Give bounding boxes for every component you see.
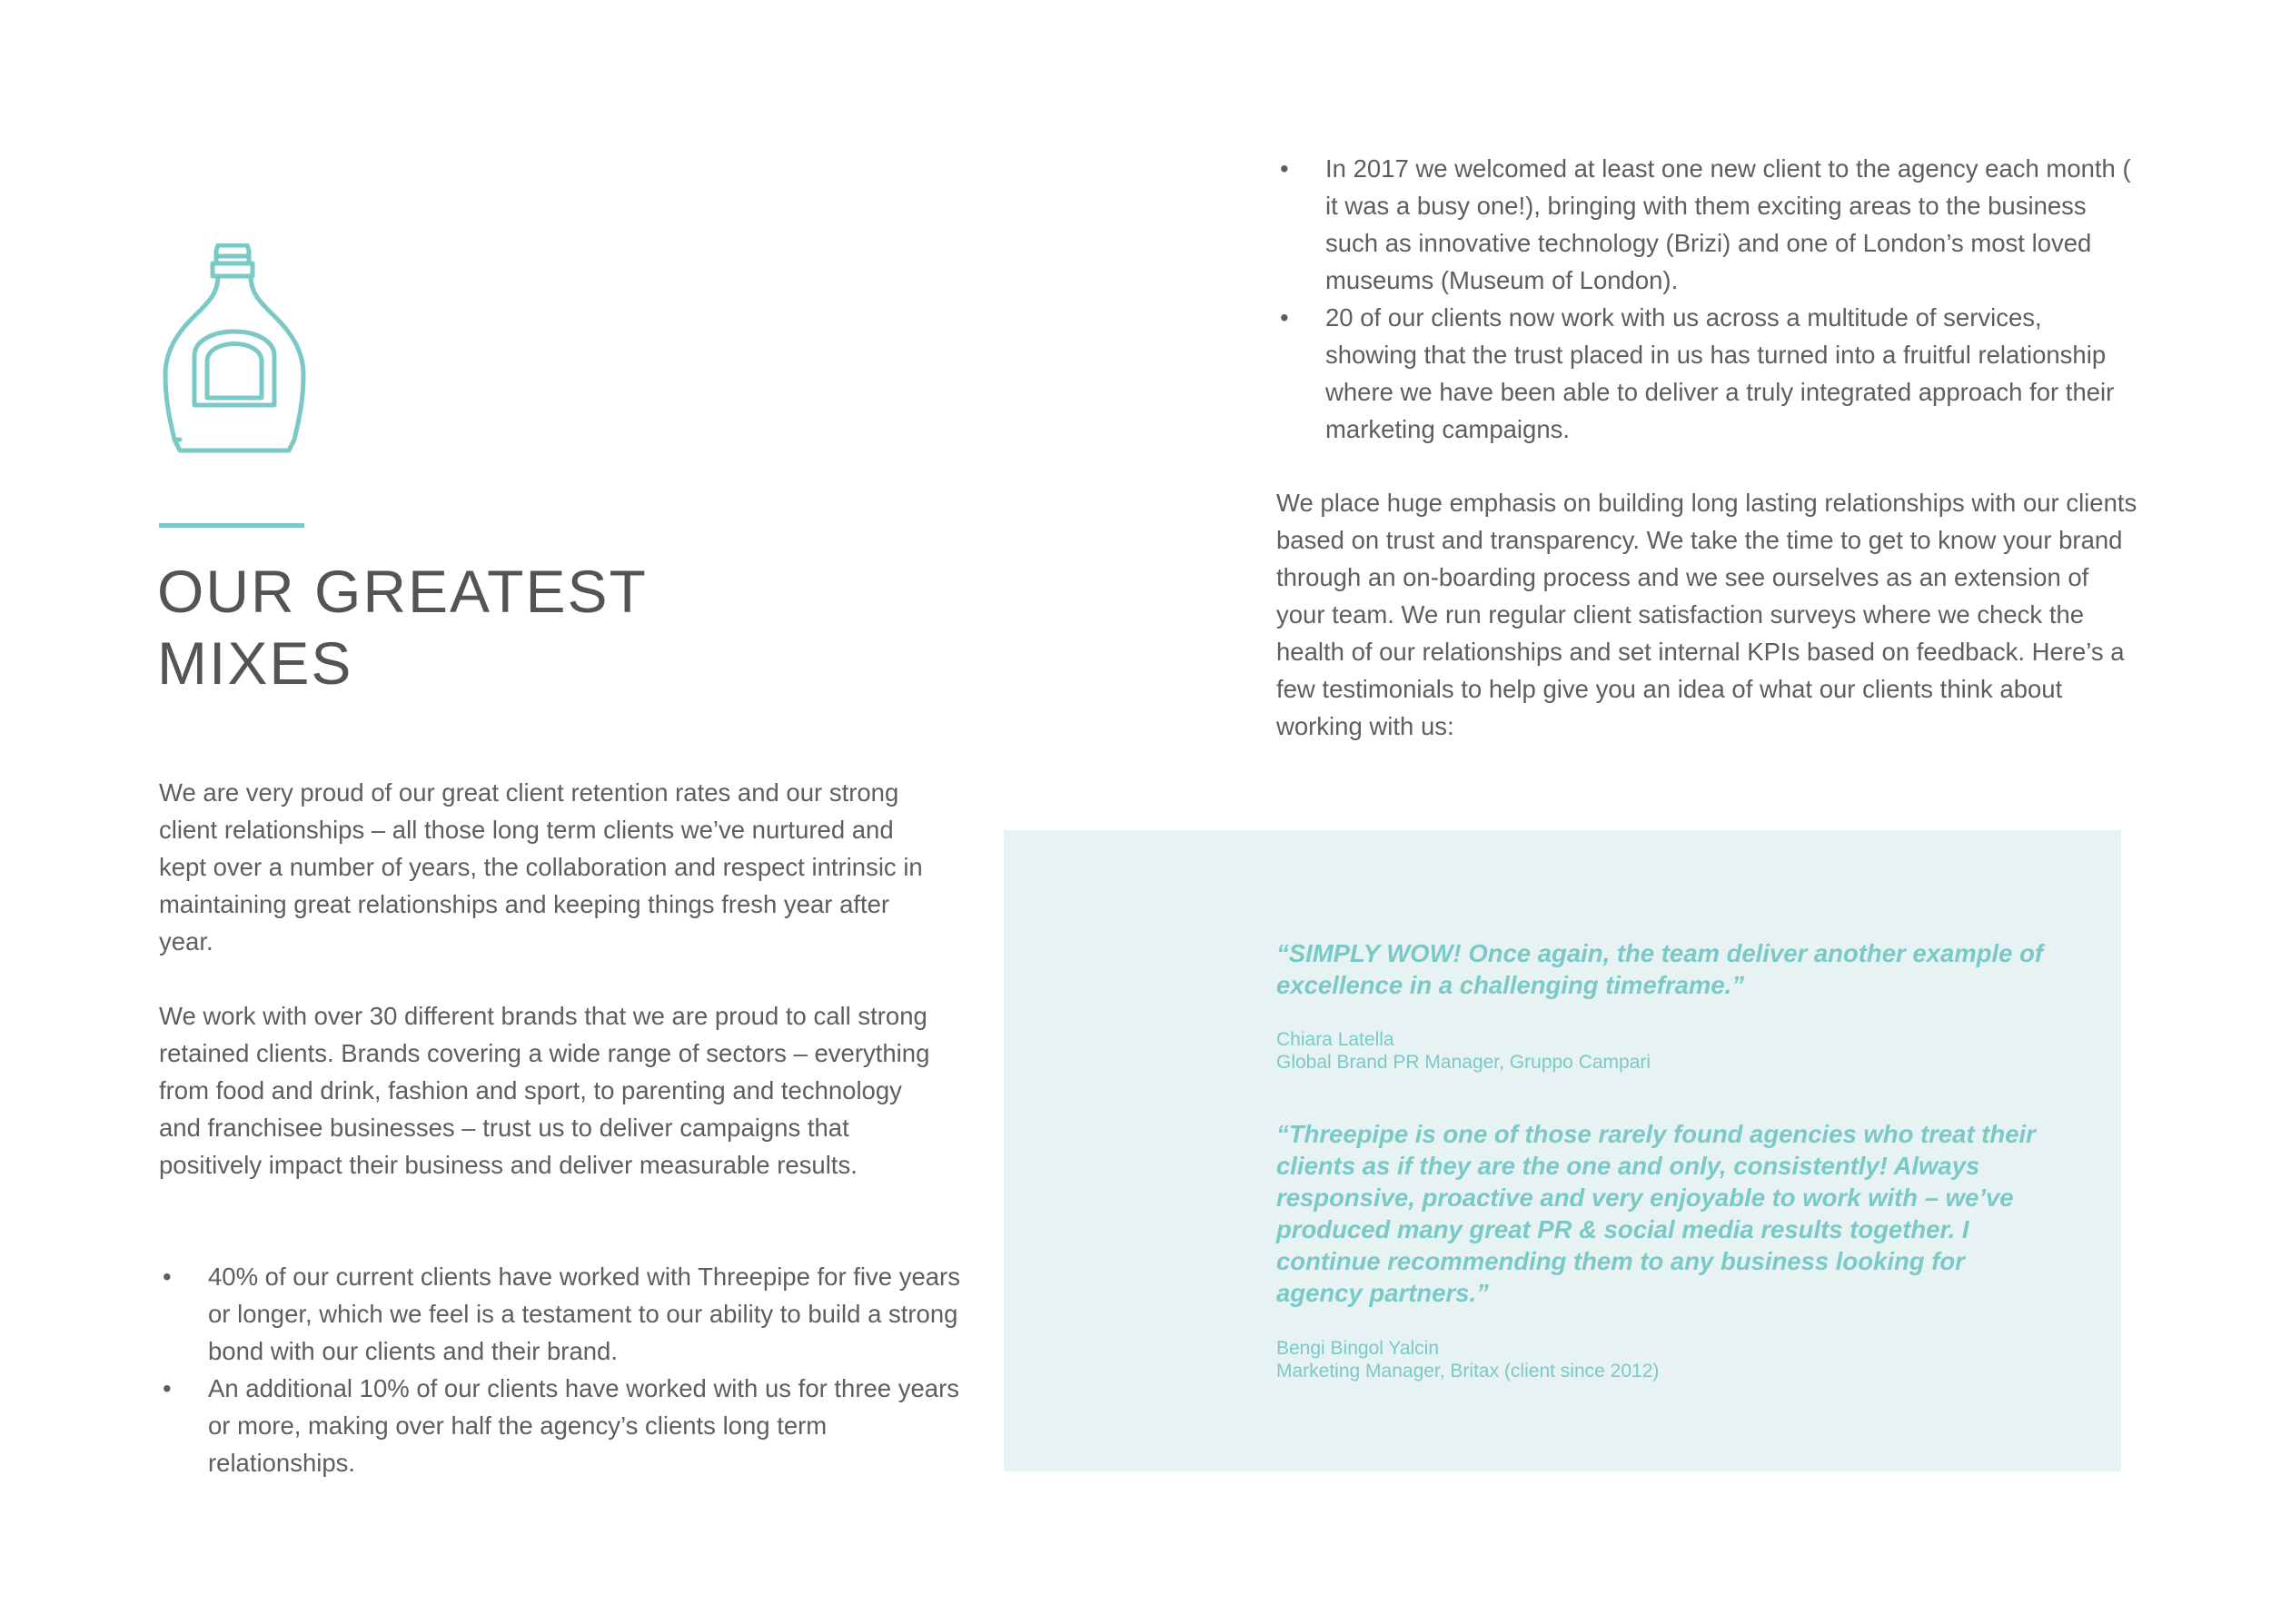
bottle-icon	[162, 243, 307, 454]
intro-paragraph: We are very proud of our great client retention rates and our strong client relationships – all those long term clients we’ve nurtured and kept over a number of years, the collaboration and respect intrinsic in maintaining great relationships and keeping things fresh year after year.	[159, 778, 923, 956]
list-item: • 40% of our current clients have worked with Threepipe for five years or longer, which we feel is a testament to our ability to build a strong bond with our clients and their brand.	[159, 1258, 967, 1370]
brands-paragraph: We work with over 30 different brands that we are proud to call strong retained clients. Brands covering a wide range of sectors – everything from food and drink, fashion and sport, to parenting and technology and franchisee businesses – trust us to deliver campaigns that positively impact their business and deliver measurable results.	[159, 1002, 930, 1179]
list-item: • 20 of our clients now work with us across a multitude of services, showing that the trust placed in us has turned into a fruitful relationship where we have been able to deliver a truly integrated approach for their marketing campaigns.	[1276, 299, 2139, 448]
testimonial-role: Global Brand PR Manager, Gruppo Campari	[1276, 1052, 1651, 1073]
testimonial-attribution	[1276, 1028, 1651, 1074]
testimonial-quote: “SIMPLY WOW! Once again, the team deliver another example of excellence in a challenging timeframe.”	[1276, 939, 2044, 999]
page-title	[157, 556, 884, 699]
testimonial-name: Bengi Bingol Yalcin	[1276, 1338, 1440, 1359]
testimonial-quote: “Threepipe is one of those rarely found agencies who treat their clients as if they are the one and only, consistently! Always responsive, proactive and very enjoyable to work with – we’ve produced many great PR & social media results together. I continue recommending them to any business looking for agency partners.”	[1276, 1120, 2036, 1307]
retention-bullet-list	[159, 1258, 967, 1481]
title-accent-rule	[159, 523, 304, 528]
list-item: • An additional 10% of our clients have worked with us for three years or more, making over half the agency’s clients long term relationships.	[159, 1370, 967, 1481]
list-item: • In 2017 we welcomed at least one new client to the agency each month ( it was a busy one!), bringing with them exciting areas to the business such as innovative technology (Brizi) and one of London’s most loved museums (Museum of London).	[1276, 150, 2139, 299]
testimonial-name: Chiara Latella	[1276, 1029, 1394, 1050]
title-line-1: OUR GREATEST	[157, 558, 648, 625]
title-line-2: MIXES	[157, 629, 353, 697]
testimonial-attribution	[1276, 1337, 1659, 1382]
clients-bullet-list	[1276, 150, 2139, 448]
relationships-paragraph: We place huge emphasis on building long lasting relationships with our clients based on trust and transparency. We take the time to get to know your brand through an on-boarding process and we see ourselves as an extension of your team. We run regular client satisfaction surveys where we check the health of our relationships and set internal KPIs based on feedback. Here’s a few testimonials to help give you an idea of what our clients think about working with us:	[1276, 489, 2137, 740]
testimonial-role: Marketing Manager, Britax (client since 2012)	[1276, 1361, 1660, 1381]
